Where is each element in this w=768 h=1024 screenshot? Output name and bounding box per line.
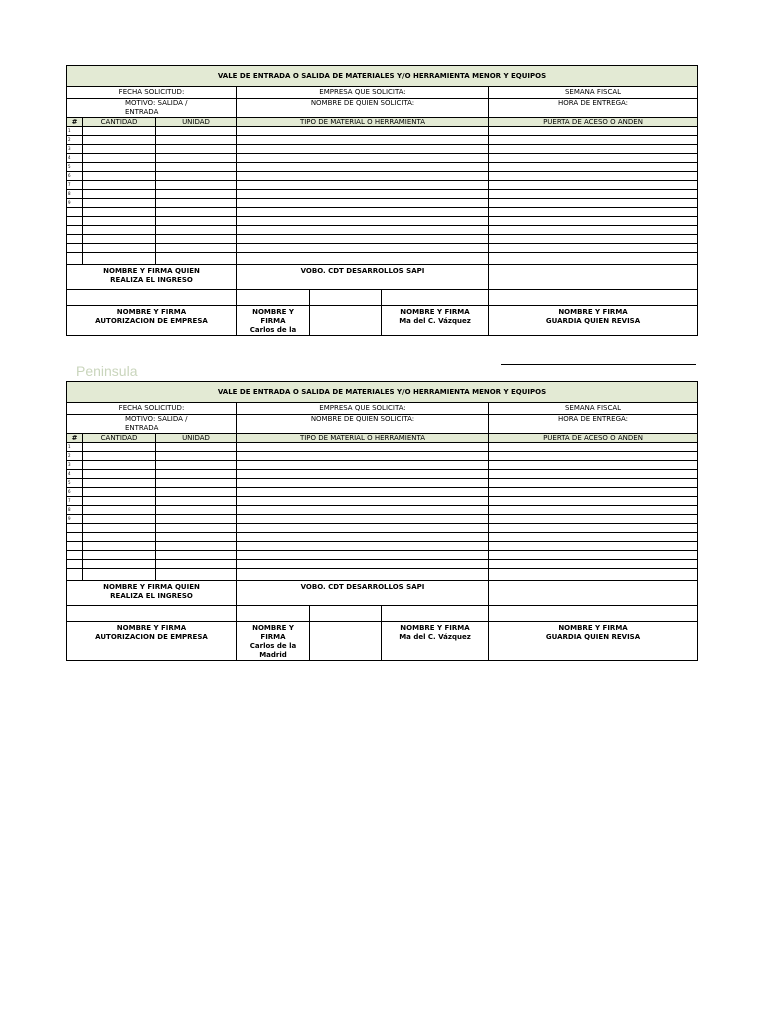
tipo-material-cell[interactable] [237,497,489,506]
tipo-material-cell[interactable] [237,506,489,515]
tipo-material-cell[interactable] [237,533,489,542]
table-row [67,163,698,172]
hora-entrega-field[interactable]: HORA DE ENTREGA: [489,415,698,434]
semana-fiscal-field[interactable]: SEMANA FISCAL [489,403,698,415]
signature-space[interactable] [382,606,489,622]
tipo-material-cell[interactable] [237,515,489,524]
row-number: 3 [67,461,83,470]
unidad-cell[interactable] [156,172,237,181]
puerta-cell[interactable] [489,217,698,226]
vobo-cell[interactable] [237,581,489,606]
table-row [67,235,698,244]
row-number: 6 [67,488,83,497]
separator-line [501,364,696,365]
row-number: 1 [67,127,83,136]
row-number [67,533,83,542]
puerta-cell[interactable] [489,181,698,190]
row-number: 7 [67,497,83,506]
row-number [67,524,83,533]
table-row [67,127,698,136]
row-number: 4 [67,154,83,163]
unidad-cell[interactable] [156,479,237,488]
table-row [67,217,698,226]
unidad-cell[interactable] [156,524,237,533]
col-tipo-header: TIPO DE MATERIAL O HERRAMIENTA [237,434,489,443]
vobo-label: VOBO. CDT DESARROLLOS SAPI [300,267,425,275]
unidad-cell[interactable] [156,515,237,524]
signature-space[interactable] [310,290,382,306]
puerta-cell[interactable] [489,443,698,452]
puerta-cell[interactable] [489,136,698,145]
puerta-cell[interactable] [489,154,698,163]
col-unidad-header: UNIDAD [156,118,237,127]
cantidad-cell[interactable] [83,244,156,253]
unidad-cell[interactable] [156,551,237,560]
tipo-material-cell[interactable] [237,244,489,253]
firma-blank-cell[interactable] [489,581,698,606]
unidad-cell[interactable] [156,190,237,199]
firma-ingreso-label-2: REALIZA EL INGRESO [110,276,193,284]
col-number-header: # [67,118,83,127]
tipo-material-cell[interactable] [237,181,489,190]
tipo-material-cell[interactable] [237,145,489,154]
puerta-cell[interactable] [489,506,698,515]
signature-space[interactable] [489,606,698,622]
col-puerta-header: PUERTA DE ACESO O ANDEN [489,434,698,443]
row-number [67,226,83,235]
puerta-cell[interactable] [489,226,698,235]
col-cantidad-header: CANTIDAD [83,434,156,443]
motivo-entrada-label: ENTRADA [125,108,159,116]
firma-carlos-cell[interactable] [237,622,310,661]
tipo-material-cell[interactable] [237,154,489,163]
cantidad-cell[interactable] [83,506,156,515]
unidad-cell[interactable] [156,497,237,506]
unidad-cell[interactable] [156,452,237,461]
puerta-cell[interactable] [489,190,698,199]
signature-space[interactable] [67,290,237,306]
firma-autorizacion-cell[interactable] [67,306,237,336]
unidad-cell[interactable] [156,154,237,163]
table-row [67,497,698,506]
row-number: 4 [67,470,83,479]
tipo-material-cell[interactable] [237,542,489,551]
firma-autorizacion-cell[interactable] [67,622,237,661]
unidad-cell[interactable] [156,560,237,569]
table-row [67,461,698,470]
cantidad-cell[interactable] [83,190,156,199]
row-number [67,569,83,581]
cantidad-cell[interactable] [83,569,156,581]
row-number [67,542,83,551]
signature-space[interactable] [67,606,237,622]
cantidad-cell[interactable] [83,524,156,533]
firma-ingreso-label: NOMBRE Y FIRMA QUIEN [103,583,200,591]
tipo-material-cell[interactable] [237,479,489,488]
hora-entrega-field[interactable]: HORA DE ENTREGA: [489,99,698,118]
table-row [67,145,698,154]
vobo-cell[interactable] [237,265,489,290]
unidad-cell[interactable] [156,488,237,497]
cantidad-cell[interactable] [83,127,156,136]
form-title: VALE DE ENTRADA O SALIDA DE MATERIALES Y/O HERRAMIENTA MENOR Y EQUIPOS [67,66,698,87]
table-row [67,443,698,452]
tipo-material-cell[interactable] [237,253,489,265]
row-number: 1 [67,443,83,452]
tipo-material-cell[interactable] [237,190,489,199]
tipo-material-cell[interactable] [237,163,489,172]
firma-autorizacion-label-2: AUTORIZACION DE EMPRESA [95,317,208,325]
cantidad-cell[interactable] [83,470,156,479]
unidad-cell[interactable] [156,235,237,244]
col-cantidad-header: CANTIDAD [83,118,156,127]
table-row [67,452,698,461]
tipo-material-cell[interactable] [237,524,489,533]
unidad-cell[interactable] [156,533,237,542]
puerta-cell[interactable] [489,569,698,581]
nombre-solicita-field[interactable]: NOMBRE DE QUIEN SOLICITA: [237,415,489,434]
row-number [67,208,83,217]
table-row [67,488,698,497]
signature-space[interactable] [489,290,698,306]
cantidad-cell[interactable] [83,145,156,154]
nombre-solicita-field[interactable]: NOMBRE DE QUIEN SOLICITA: [237,99,489,118]
cantidad-cell[interactable] [83,488,156,497]
tipo-material-cell[interactable] [237,199,489,208]
puerta-cell[interactable] [489,542,698,551]
unidad-cell[interactable] [156,542,237,551]
unidad-cell[interactable] [156,181,237,190]
voucher-table [66,381,698,661]
tipo-material-cell[interactable] [237,461,489,470]
unidad-cell[interactable] [156,253,237,265]
firma-carlos-cell[interactable] [237,306,310,336]
row-number: 5 [67,163,83,172]
table-row [67,208,698,217]
puerta-cell[interactable] [489,163,698,172]
unidad-cell[interactable] [156,208,237,217]
puerta-cell[interactable] [489,172,698,181]
row-number: 3 [67,145,83,154]
firma-blank-cell[interactable] [310,306,382,336]
firma-ma-name: Ma del C. Vázquez [399,317,471,325]
unidad-cell[interactable] [156,443,237,452]
unidad-cell[interactable] [156,163,237,172]
firma-carlos-name-2: Madrid [259,651,287,659]
cantidad-cell[interactable] [83,443,156,452]
cantidad-cell[interactable] [83,551,156,560]
firma-ma-label: NOMBRE Y FIRMA [400,624,470,632]
cantidad-cell[interactable] [83,497,156,506]
cantidad-cell[interactable] [83,154,156,163]
motivo-label: MOTIVO: SALIDA / [125,99,188,107]
puerta-cell[interactable] [489,461,698,470]
table-row [67,524,698,533]
unidad-cell[interactable] [156,569,237,581]
table-row [67,551,698,560]
unidad-cell[interactable] [156,145,237,154]
unidad-cell[interactable] [156,226,237,235]
firma-ingreso-cell[interactable] [67,581,237,606]
motivo-field[interactable] [67,415,237,434]
firma-ingreso-label-2: REALIZA EL INGRESO [110,592,193,600]
cantidad-cell[interactable] [83,560,156,569]
col-puerta-header: PUERTA DE ACESO O ANDEN [489,118,698,127]
tipo-material-cell[interactable] [237,452,489,461]
unidad-cell[interactable] [156,199,237,208]
tipo-material-cell[interactable] [237,235,489,244]
puerta-cell[interactable] [489,488,698,497]
tipo-material-cell[interactable] [237,172,489,181]
cantidad-cell[interactable] [83,235,156,244]
firma-ingreso-label: NOMBRE Y FIRMA QUIEN [103,267,200,275]
cantidad-cell[interactable] [83,199,156,208]
fecha-solicitud-field[interactable]: FECHA SOLICITUD: [67,87,237,99]
col-tipo-header: TIPO DE MATERIAL O HERRAMIENTA [237,118,489,127]
motivo-field[interactable] [67,99,237,118]
tipo-material-cell[interactable] [237,217,489,226]
firma-autorizacion-label-2: AUTORIZACION DE EMPRESA [95,633,208,641]
firma-carlos-name: Carlos de la [249,642,297,650]
puerta-cell[interactable] [489,127,698,136]
puerta-cell[interactable] [489,470,698,479]
cantidad-cell[interactable] [83,163,156,172]
row-number [67,217,83,226]
table-row [67,154,698,163]
unidad-cell[interactable] [156,136,237,145]
puerta-cell[interactable] [489,452,698,461]
table-row [67,560,698,569]
firma-carlos-label: NOMBRE Y FIRMA [252,624,294,641]
puerta-cell[interactable] [489,145,698,154]
voucher-form [66,381,697,661]
cantidad-cell[interactable] [83,226,156,235]
cantidad-cell[interactable] [83,172,156,181]
unidad-cell[interactable] [156,244,237,253]
col-number-header: # [67,434,83,443]
table-row [67,190,698,199]
empresa-solicita-field[interactable]: EMPRESA QUE SOLICITA: [237,87,489,99]
voucher-form [66,65,697,336]
table-row [67,542,698,551]
tipo-material-cell[interactable] [237,551,489,560]
signature-space[interactable] [237,606,310,622]
tipo-material-cell[interactable] [237,127,489,136]
puerta-cell[interactable] [489,524,698,533]
tipo-material-cell[interactable] [237,443,489,452]
row-number [67,244,83,253]
cantidad-cell[interactable] [83,136,156,145]
table-row [67,244,698,253]
firma-ma-name: Ma del C. Vázquez [399,633,471,641]
row-number: 6 [67,172,83,181]
fecha-solicitud-field[interactable]: FECHA SOLICITUD: [67,403,237,415]
firma-ma-cell[interactable] [382,306,489,336]
row-number [67,253,83,265]
signature-space[interactable] [310,606,382,622]
table-row [67,506,698,515]
cantidad-cell[interactable] [83,515,156,524]
table-row [67,479,698,488]
table-row [67,226,698,235]
row-number [67,235,83,244]
tipo-material-cell[interactable] [237,569,489,581]
tipo-material-cell[interactable] [237,560,489,569]
puerta-cell[interactable] [489,244,698,253]
puerta-cell[interactable] [489,253,698,265]
empresa-solicita-field[interactable]: EMPRESA QUE SOLICITA: [237,403,489,415]
firma-carlos-label: NOMBRE Y FIRMA [252,308,294,325]
cantidad-cell[interactable] [83,461,156,470]
table-row [67,199,698,208]
table-row [67,515,698,524]
col-unidad-header: UNIDAD [156,434,237,443]
puerta-cell[interactable] [489,497,698,506]
cantidad-cell[interactable] [83,181,156,190]
firma-guardia-label-2: GUARDIA QUIEN REVISA [545,317,641,325]
cantidad-cell[interactable] [83,542,156,551]
row-number: 8 [67,190,83,199]
table-row [67,136,698,145]
firma-guardia-label: NOMBRE Y FIRMA [558,308,628,316]
tipo-material-cell[interactable] [237,470,489,479]
tipo-material-cell[interactable] [237,226,489,235]
firma-ma-label: NOMBRE Y FIRMA [400,308,470,316]
cantidad-cell[interactable] [83,533,156,542]
puerta-cell[interactable] [489,235,698,244]
puerta-cell[interactable] [489,560,698,569]
motivo-label: MOTIVO: SALIDA / [125,415,188,423]
puerta-cell[interactable] [489,551,698,560]
firma-autorizacion-label: NOMBRE Y FIRMA [116,624,187,632]
signature-space[interactable] [382,290,489,306]
signature-space[interactable] [237,290,310,306]
table-row [67,181,698,190]
firma-guardia-label-2: GUARDIA QUIEN REVISA [545,633,641,641]
semana-fiscal-field[interactable]: SEMANA FISCAL [489,87,698,99]
tipo-material-cell[interactable] [237,488,489,497]
cantidad-cell[interactable] [83,253,156,265]
cantidad-cell[interactable] [83,208,156,217]
table-row [67,533,698,542]
tipo-material-cell[interactable] [237,136,489,145]
row-number: 9 [67,515,83,524]
table-row [67,470,698,479]
unidad-cell[interactable] [156,127,237,136]
table-row [67,569,698,581]
firma-autorizacion-label: NOMBRE Y FIRMA [116,308,187,316]
firma-guardia-label: NOMBRE Y FIRMA [558,624,628,632]
form-title: VALE DE ENTRADA O SALIDA DE MATERIALES Y/O HERRAMIENTA MENOR Y EQUIPOS [67,382,698,403]
row-number: 7 [67,181,83,190]
row-number: 2 [67,136,83,145]
watermark-peninsula: Peninsula [76,363,138,379]
voucher-table [66,65,698,336]
row-number [67,560,83,569]
firma-blank-cell[interactable] [489,265,698,290]
unidad-cell[interactable] [156,217,237,226]
unidad-cell[interactable] [156,470,237,479]
firma-guardia-cell[interactable] [489,622,698,661]
unidad-cell[interactable] [156,506,237,515]
firma-carlos-name: Carlos de la [249,326,297,334]
motivo-entrada-label: ENTRADA [125,424,159,432]
table-row [67,172,698,181]
cantidad-cell[interactable] [83,479,156,488]
row-number: 5 [67,479,83,488]
row-number: 8 [67,506,83,515]
puerta-cell[interactable] [489,515,698,524]
puerta-cell[interactable] [489,533,698,542]
vobo-label: VOBO. CDT DESARROLLOS SAPI [300,583,425,591]
puerta-cell[interactable] [489,479,698,488]
cantidad-cell[interactable] [83,217,156,226]
row-number [67,551,83,560]
table-row [67,253,698,265]
firma-blank-cell[interactable] [310,622,382,661]
puerta-cell[interactable] [489,199,698,208]
firma-guardia-cell[interactable] [489,306,698,336]
cantidad-cell[interactable] [83,452,156,461]
unidad-cell[interactable] [156,461,237,470]
row-number: 9 [67,199,83,208]
firma-ma-cell[interactable] [382,622,489,661]
firma-ingreso-cell[interactable] [67,265,237,290]
row-number: 2 [67,452,83,461]
tipo-material-cell[interactable] [237,208,489,217]
puerta-cell[interactable] [489,208,698,217]
